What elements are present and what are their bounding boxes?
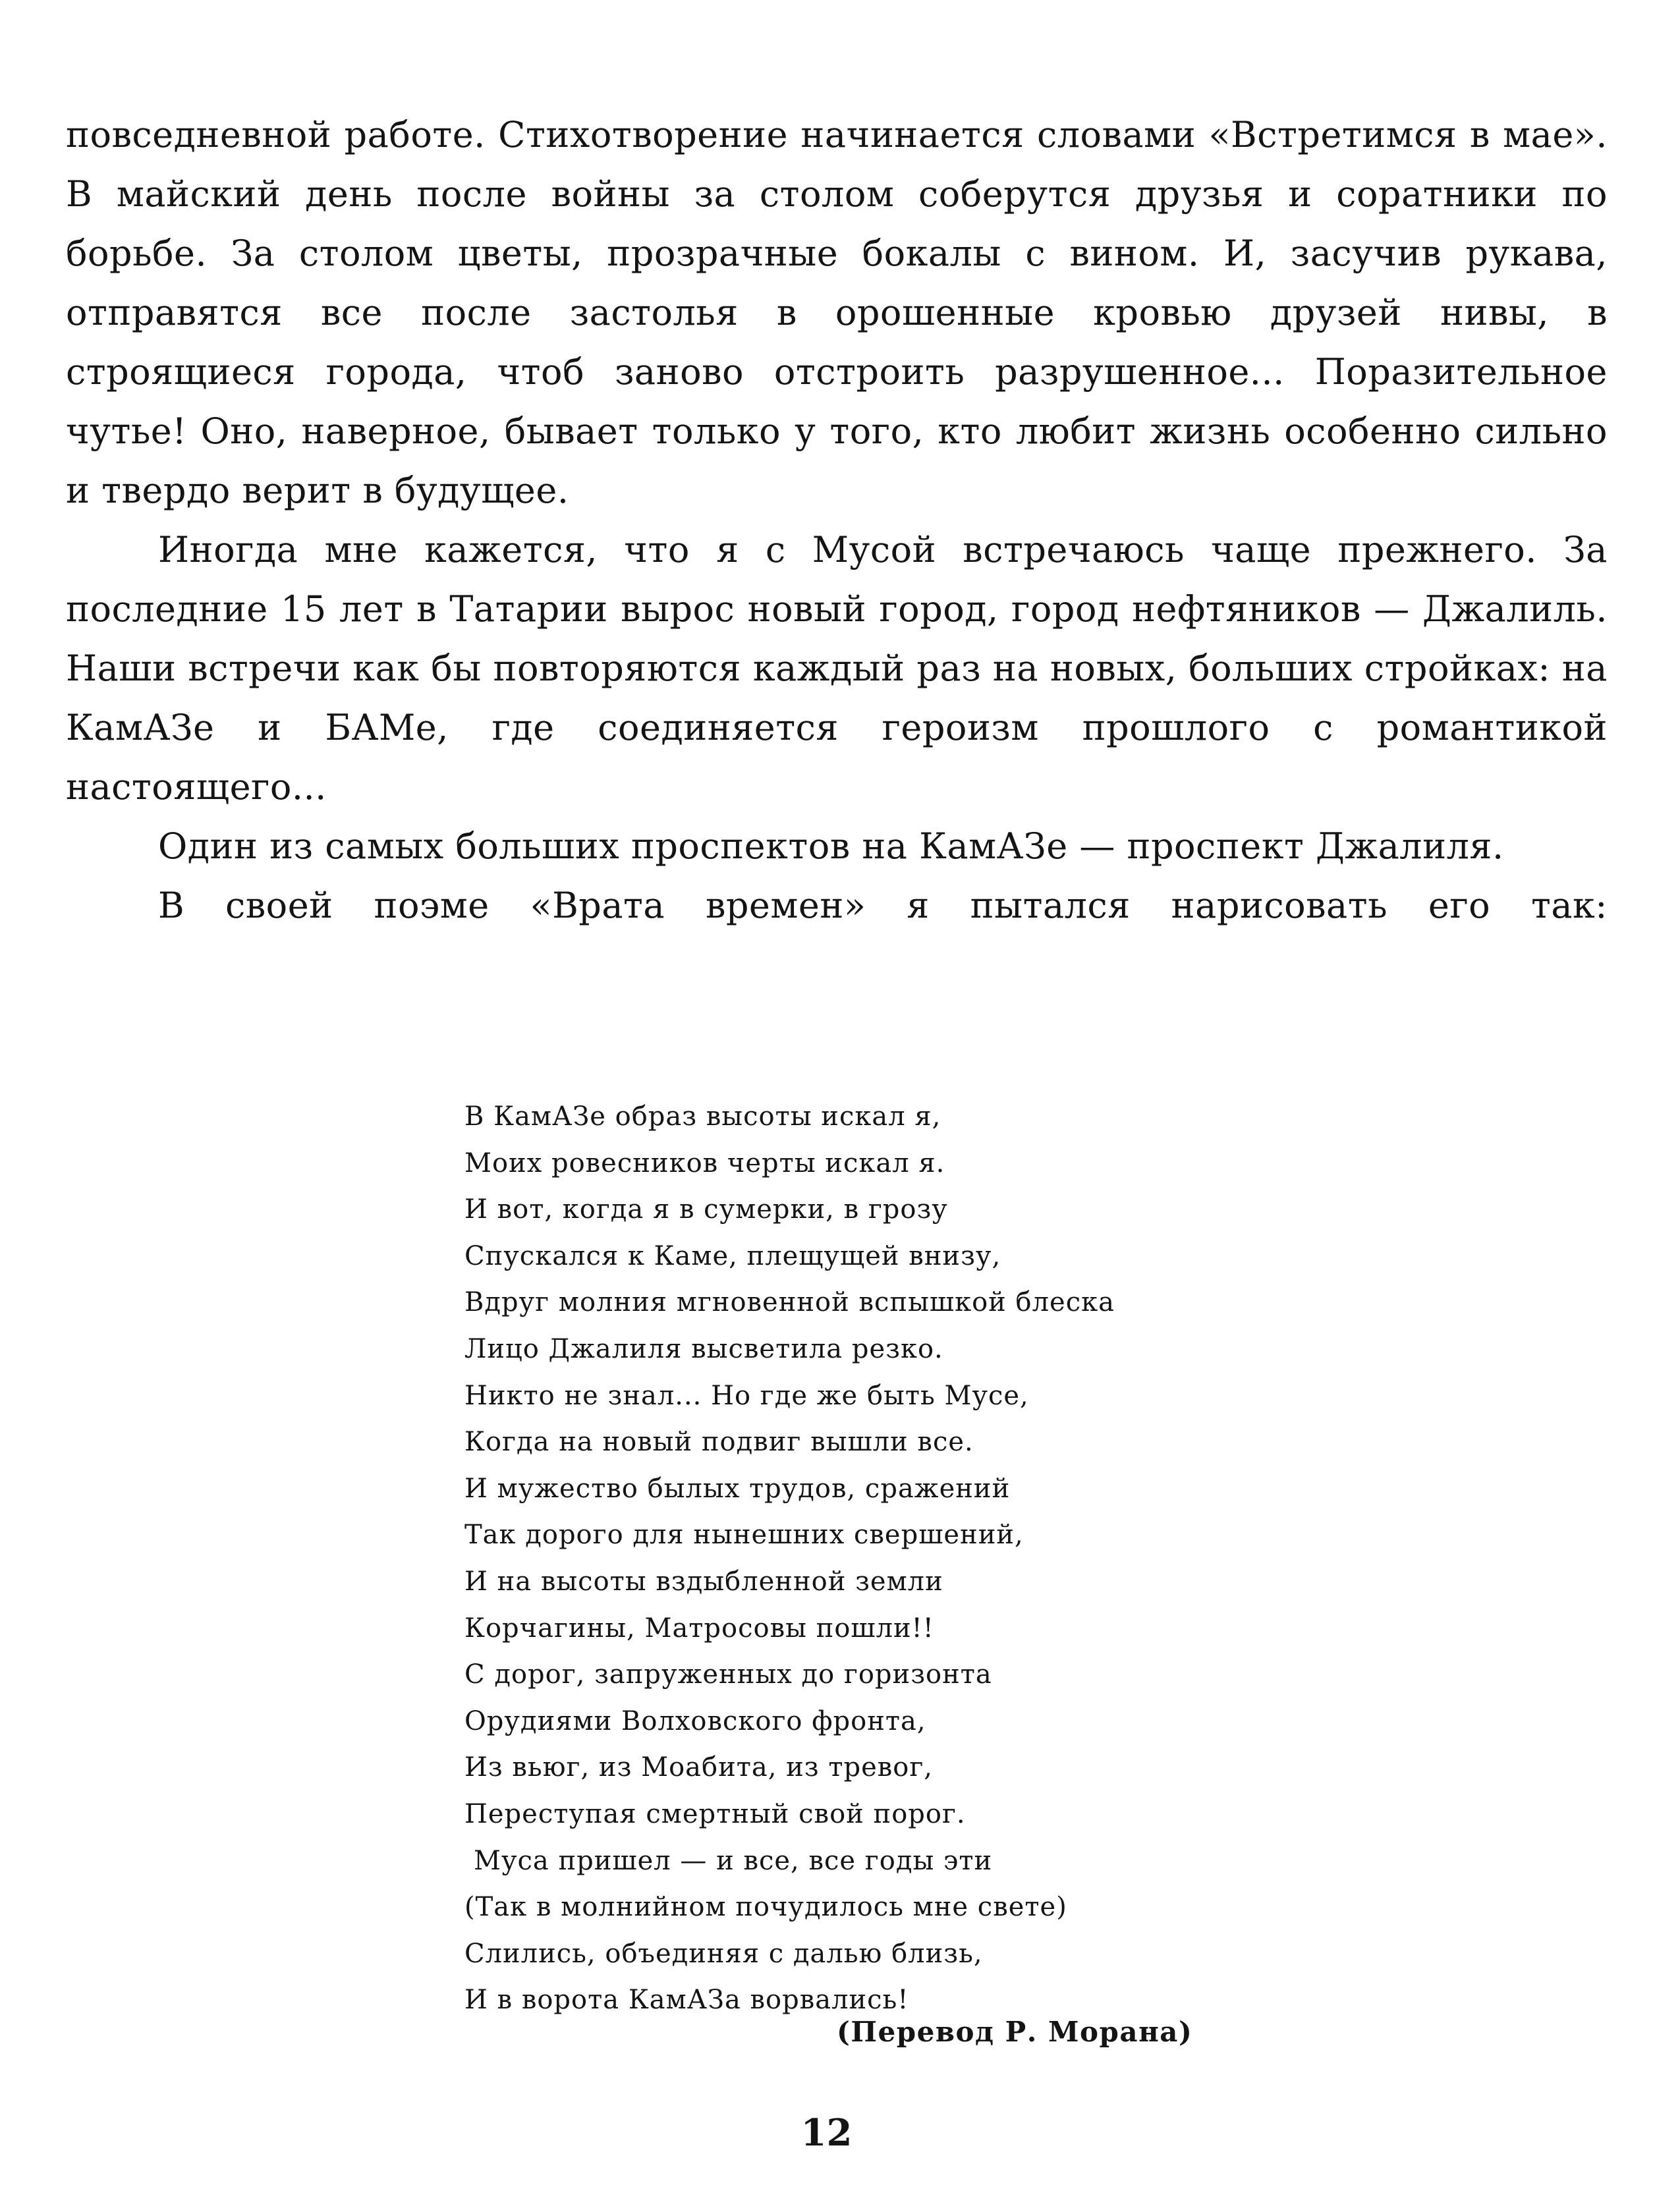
poem-line: С дорог, запруженных до горизонта — [464, 1659, 992, 1690]
poem-line: И в ворота КамАЗа ворвались! — [464, 1985, 909, 2016]
translation-attribution: (Перевод Р. Морана) — [837, 2016, 1193, 2048]
poem-line: Орудиями Волховского фронта, — [464, 1705, 926, 1736]
poem-line: Спускался к Каме, плещущей внизу, — [464, 1240, 1001, 1271]
paragraph-continuation: повседневной работе. Стихотворение начинается словами «Встретимся в мае». В майский день после войны за столом соберутся друзья и соратники по борьбе. За столом цветы, прозрачные бокалы с вином. И, засучив рукава, отправятся все после застолья в орошенные кровью друзей нивы, в строящиеся города, чтоб заново отстроить разрушенное... Поразительное чутье! Оно, наверное, бывает только у того, кто любит жизнь особенно сильно и твердо верит в будущее. — [66, 114, 1608, 511]
poem-line: (Так в молнийном почудилось мне свете) — [464, 1892, 1067, 1923]
poem-line: Муса пришел — и все, все годы эти — [474, 1845, 993, 1876]
prose-text — [66, 105, 1608, 935]
poem-line: И на высоты вздыбленной земли — [464, 1566, 943, 1597]
paragraph-prospect: Один из самых больших проспектов на КамАЗе — проспект Джалиля. — [158, 825, 1504, 867]
poem-line: Лицо Джалиля высветила резко. — [464, 1333, 943, 1364]
poem-line: Моих ровесников черты искал я. — [464, 1147, 945, 1178]
poem-line: В КамАЗе образ высоты искал я, — [464, 1101, 941, 1132]
poem-line: Слились, объединяя с далью близь, — [464, 1938, 983, 1969]
poem-line: Никто не знал... Но где же быть Мусе, — [464, 1380, 1029, 1411]
poem-line: Вдруг молния мгновенной вспышкой блеска — [464, 1287, 1115, 1318]
page-number: 12 — [800, 2111, 853, 2155]
poem-line: И мужество былых трудов, сражений — [464, 1473, 1011, 1504]
paragraph-poem-intro: В своей поэме «Врата времен» я пытался нарисовать его так: — [158, 885, 1608, 926]
poem-line: Так дорого для нынешних свершений, — [464, 1520, 1024, 1551]
poem-line: Из вьюг, из Моабита, из тревог, — [464, 1752, 934, 1783]
poem-line: Переступая смертный свой порог. — [464, 1798, 966, 1829]
paragraph-meetings: Иногда мне кажется, что я с Мусой встречаюсь чаще прежнего. За последние 15 лет в Татарии вырос новый город, город нефтяников — Джалиль. Наши встречи как бы повторяются каждый раз на новых, больших стройках: на КамАЗе и БАМе, где соединяется героизм прошлого с романтикой настоящего... — [66, 529, 1608, 808]
poem-line: И вот, когда я в сумерки, в грозу — [464, 1194, 948, 1225]
poem-line: Корчагины, Матросовы пошли!! — [464, 1613, 934, 1644]
poem-excerpt — [464, 1093, 1387, 2024]
poem-line: Когда на новый подвиг вышли все. — [464, 1427, 974, 1458]
